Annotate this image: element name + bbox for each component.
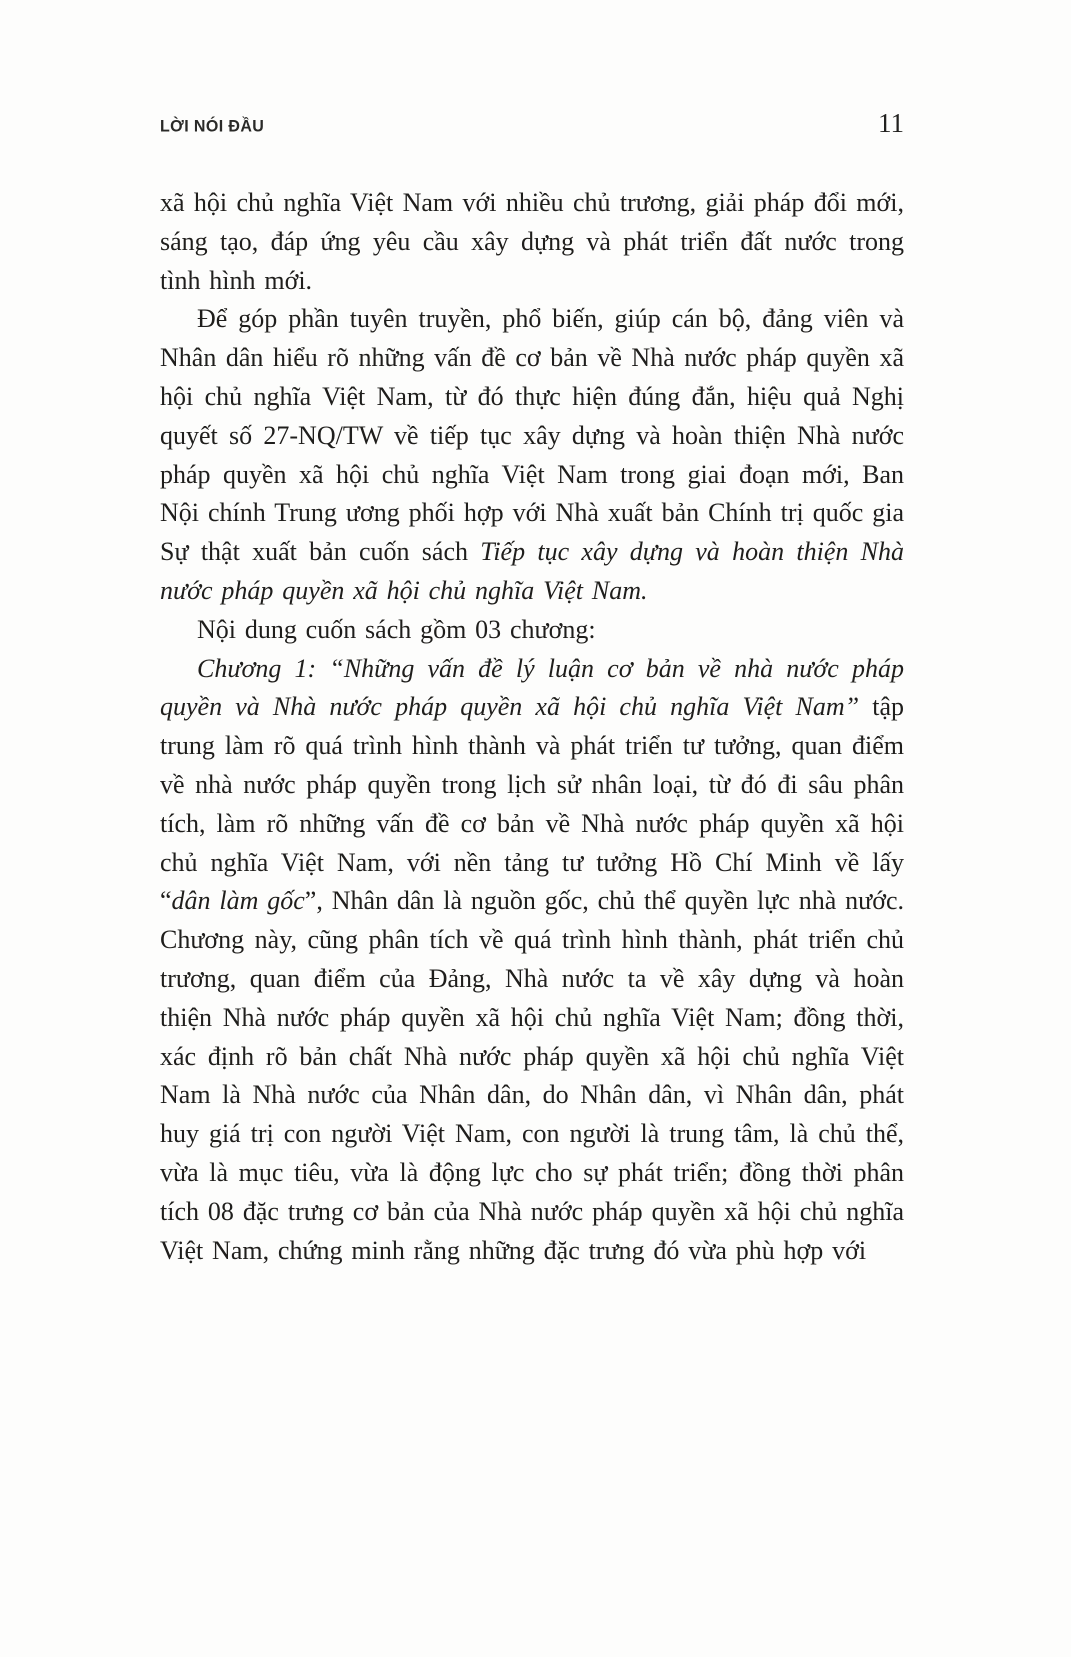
text-run: xã hội chủ nghĩa Việt Nam với nhiều chủ trương, giải pháp đổi mới, sáng tạo, đáp ứng yêu cầu xây dựng và phát triển đất nước trong tình hình mới.: [160, 188, 904, 295]
text-run: tập trung làm rõ quá trình hình thành và phát triển tư tưởng, quan điểm về nhà nước pháp quyền trong lịch sử nhân loại, từ đó đi sâu phân tích, làm rõ những vấn đề cơ bản về Nhà nước pháp quyền xã hội chủ nghĩa Việt Nam, với nền tảng tư tưởng Hồ Chí Minh về lấy “: [160, 692, 904, 916]
text-run: Tiếp tục xây dựng và hoàn thiện Nhà nước pháp quyền xã hội chủ nghĩa Việt Nam.: [160, 537, 904, 605]
text-run: Chương 1: “Những vấn đề lý luận cơ bản về nhà nước pháp quyền và Nhà nước pháp quyền xã hội chủ nghĩa Việt Nam”: [160, 653, 904, 722]
text-run: Để góp phần tuyên truyền, phổ biến, giúp cán bộ, đảng viên và Nhân dân hiểu rõ những vấn đề cơ bản về Nhà nước pháp quyền xã hội chủ nghĩa Việt Nam, từ đó thực hiện đúng đắn, hiệu quả Nghị quyết số 27-NQ/TW về tiếp tục xây dựng và hoàn thiện Nhà nước pháp quyền xã hội chủ nghĩa Việt Nam trong giai đoạn mới, Ban Nội chính Trung ương phối hợp với Nhà xuất bản Chính trị quốc gia Sự thật xuất bản cuốn sách: [160, 304, 904, 567]
text-run: dân làm gốc: [171, 886, 305, 916]
body-text: [160, 184, 904, 1270]
paragraph: [160, 650, 904, 1271]
page-number: 11: [878, 108, 904, 138]
paragraph: [160, 611, 904, 650]
running-title: LỜI NÓI ĐẦU: [160, 118, 265, 136]
page-header: [160, 108, 904, 139]
text-run: ”, Nhân dân là nguồn gốc, chủ thể quyền lực nhà nước. Chương này, cũng phân tích về quá trình hình thành, phát triển chủ trương, quan điểm của Đảng, Nhà nước ta về xây dựng và hoàn thiện Nhà nước pháp quyền xã hội chủ nghĩa Việt Nam; đồng thời, xác định rõ bản chất Nhà nước pháp quyền xã hội chủ nghĩa Việt Nam là Nhà nước của Nhân dân, do Nhân dân, vì Nhân dân, phát huy giá trị con người Việt Nam, con người là trung tâm, là chủ thể, vừa là mục tiêu, vừa là động lực cho sự phát triển; đồng thời phân tích 08 đặc trưng cơ bản của Nhà nước pháp quyền xã hội chủ nghĩa Việt Nam, chứng minh rằng những đặc trưng đó vừa phù hợp với: [160, 886, 904, 1265]
text-run: Nội dung cuốn sách gồm 03 chương:: [197, 614, 596, 644]
paragraph: [160, 184, 904, 300]
paragraph: [160, 300, 904, 610]
